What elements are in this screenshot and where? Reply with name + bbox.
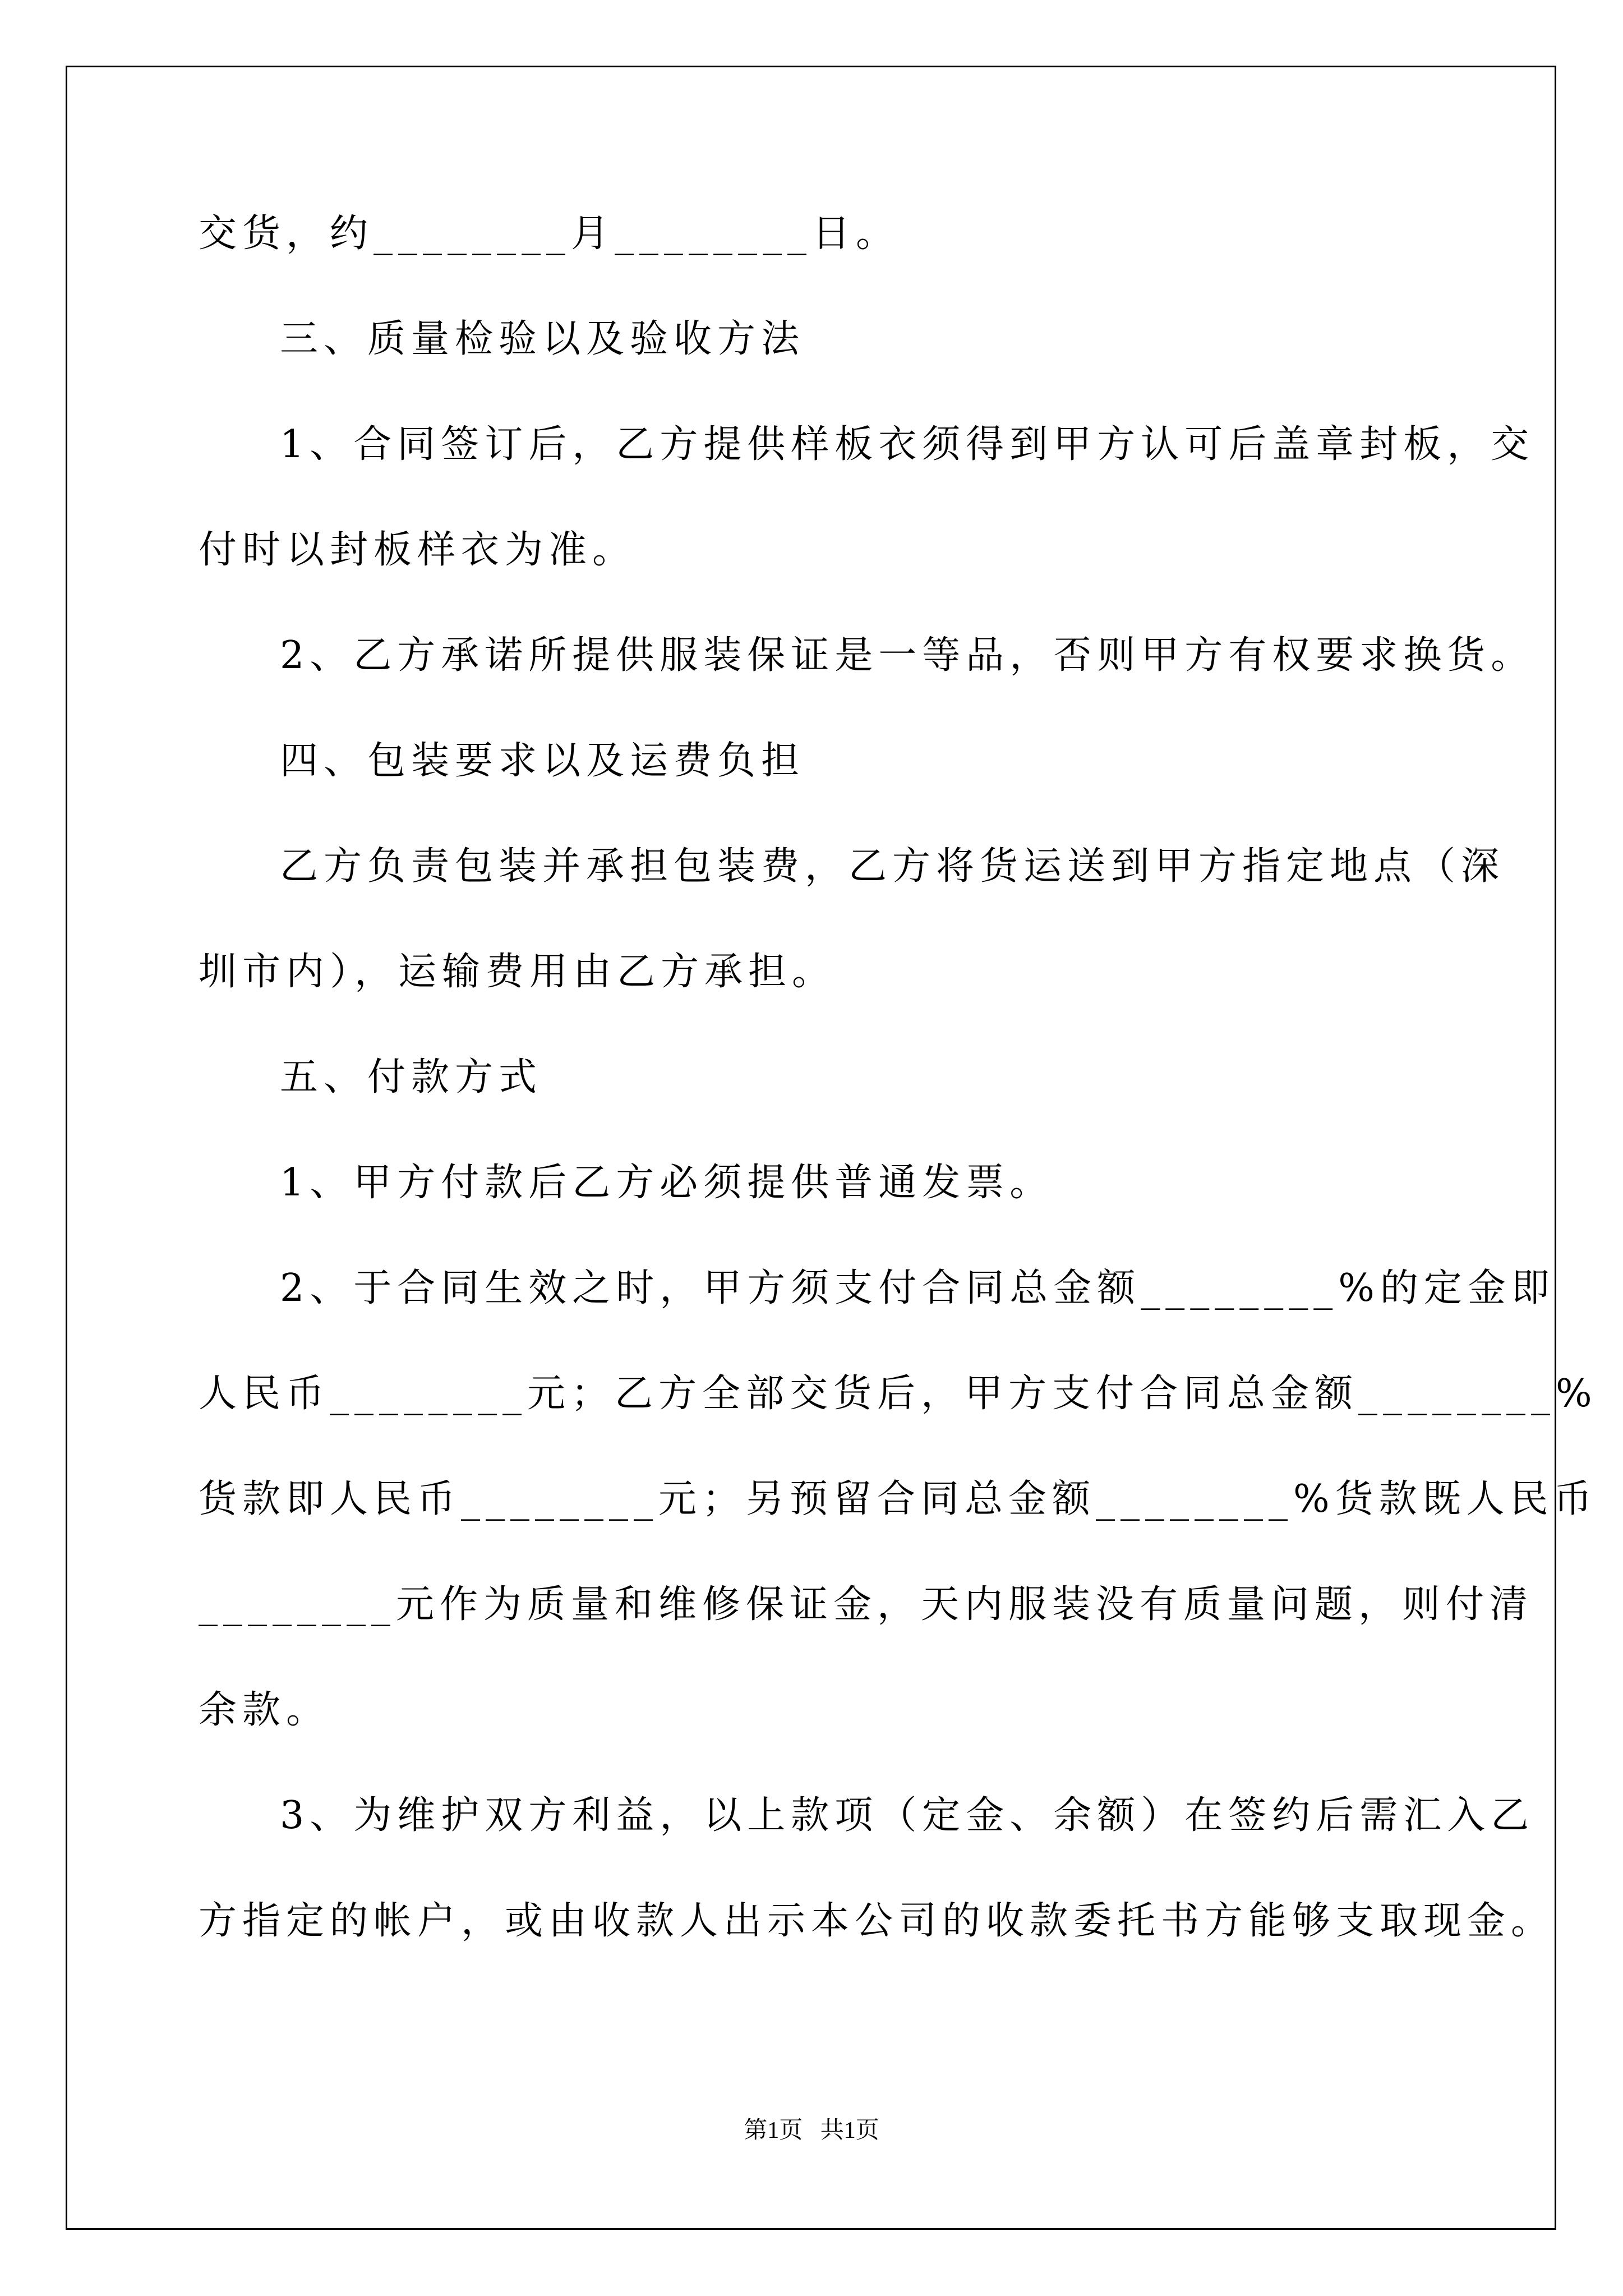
text-line: 人民币________元；乙方全部交货后，甲方支付合同总金额________% (199, 1372, 1598, 1416)
text-line: 付时以封板样衣为准。 (199, 528, 637, 572)
page-number-footer: 第1页 共1页 (744, 2118, 879, 2143)
text-line: 交货，约________月________日。 (199, 211, 900, 256)
text-line: 2、乙方承诺所提供服装保证是一等品，否则甲方有权要求换货。 (280, 633, 1535, 678)
text-line: 方指定的帐户，或由收款人出示本公司的收款委托书方能够支取现金。 (199, 1899, 1555, 1943)
text-line: 1、甲方付款后乙方必须提供普通发票。 (280, 1161, 1054, 1205)
text-line: 2、于合同生效之时，甲方须支付合同总金额________%的定金即 (280, 1266, 1555, 1310)
text-line: 圳市内），运输费用由乙方承担。 (199, 950, 836, 994)
text-line: 3、为维护双方利益，以上款项（定金、余额）在签约后需汇入乙 (280, 1793, 1535, 1838)
section-heading: 五、付款方式 (280, 1055, 543, 1099)
text-line: 货款即人民币________元；另预留合同总金额________%货款既人民币 (199, 1477, 1598, 1521)
section-heading: 四、包装要求以及运费负担 (280, 739, 805, 783)
text-line: 余款。 (199, 1688, 330, 1732)
text-line: ________元作为质量和维修保证金，天内服装没有质量问题，则付清 (199, 1582, 1534, 1627)
section-heading: 三、质量检验以及验收方法 (280, 317, 805, 361)
text-line: 1、合同签订后，乙方提供样板衣须得到甲方认可后盖章封板，交 (280, 422, 1535, 467)
text-line: 乙方负责包装并承担包装费，乙方将货运送到甲方指定地点（深 (280, 844, 1505, 889)
